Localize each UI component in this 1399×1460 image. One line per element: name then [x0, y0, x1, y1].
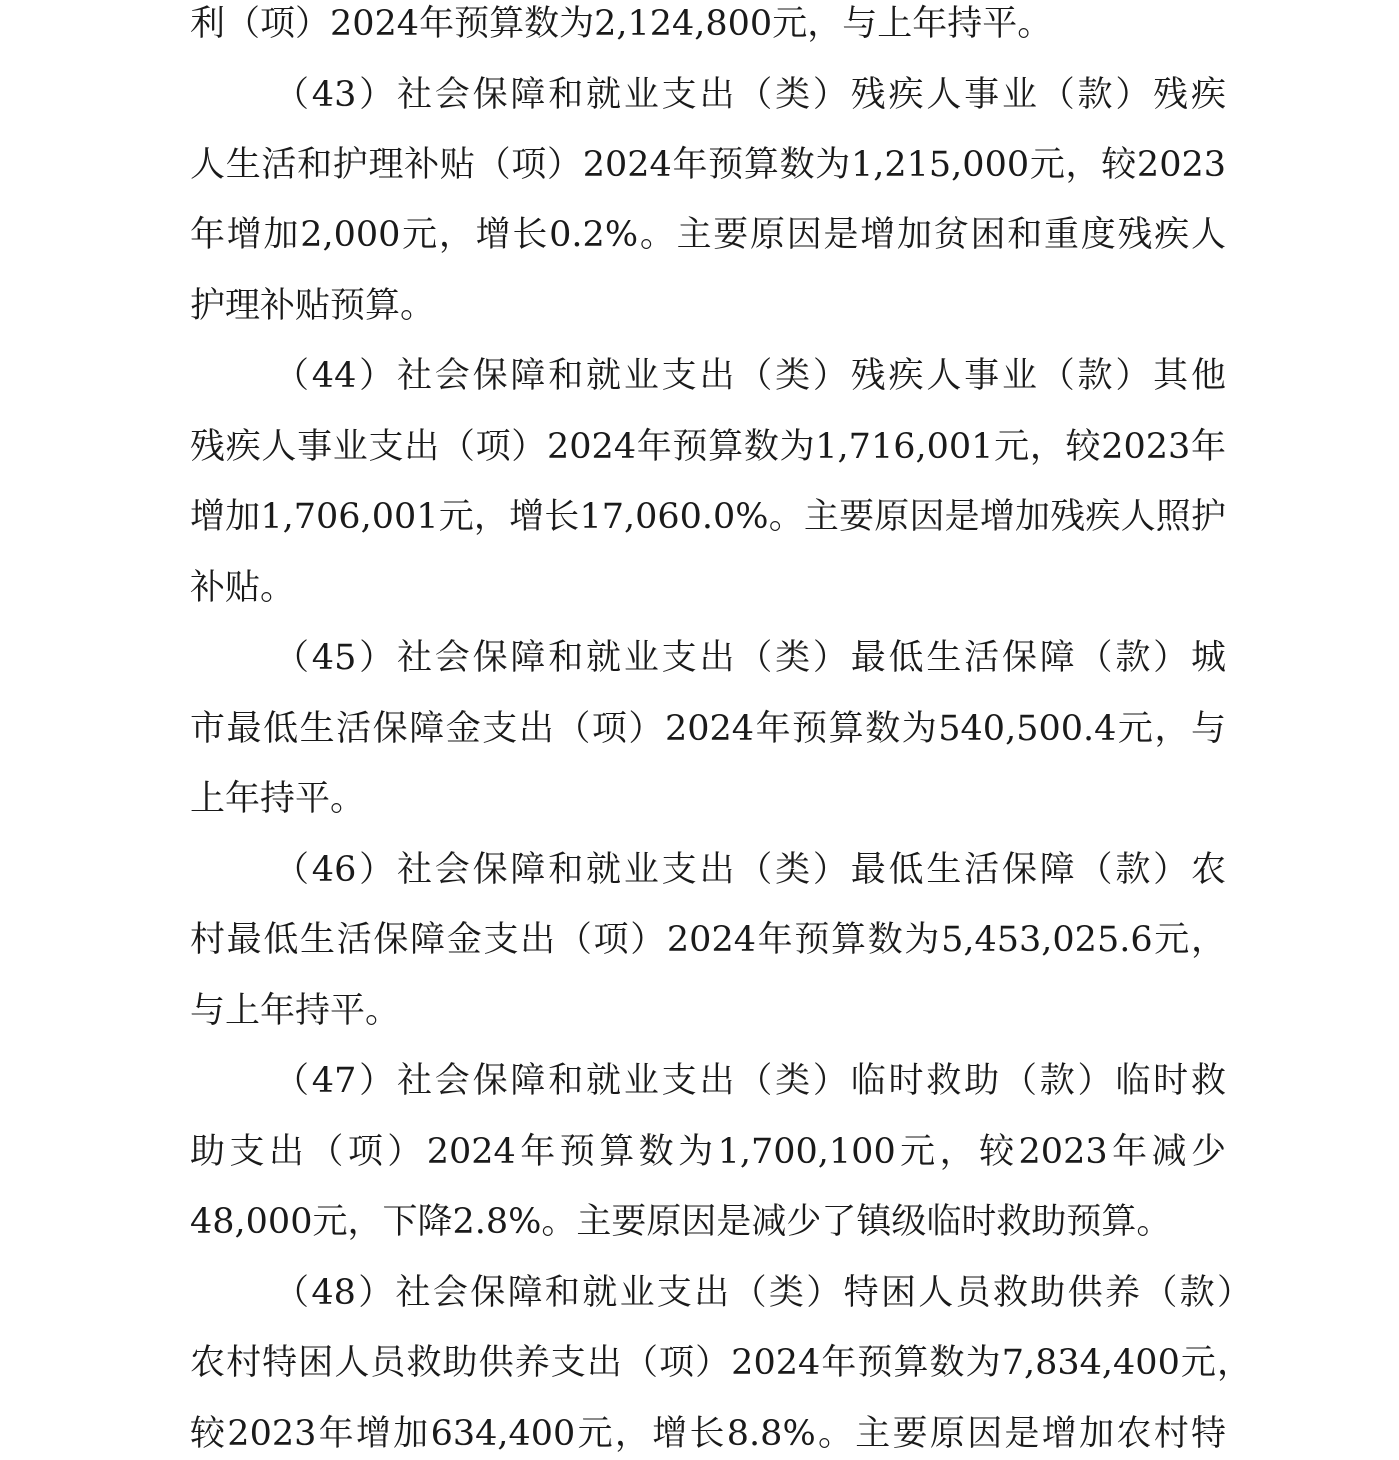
text-line: 人生活和护理补贴（项）2024年预算数为1,215,000元，较2023	[190, 145, 1226, 185]
paragraph-44-heading-line: （44）社会保障和就业支出（类）残疾人事业（款）其他	[274, 356, 1226, 396]
text-line: 农村特困人员救助供养支出（项）2024年预算数为7,834,400元，	[190, 1343, 1252, 1383]
paragraph-45-heading-line: （45）社会保障和就业支出（类）最低生活保障（款）城	[274, 638, 1226, 678]
text-line: 利（项）2024年预算数为2,124,800元，与上年持平。	[190, 4, 1053, 44]
text-line: 48,000元，下降2.8%。主要原因是减少了镇级临时救助预算。	[190, 1202, 1172, 1242]
text-line: 年增加2,000元，增长0.2%。主要原因是增加贫困和重度残疾人	[190, 215, 1226, 255]
paragraph-48-heading-line: （48）社会保障和就业支出（类）特困人员救助供养（款）	[274, 1273, 1252, 1313]
text-line: 较2023年增加634,400元，增长8.8%。主要原因是增加农村特	[190, 1414, 1226, 1454]
paragraph-47-heading-line: （47）社会保障和就业支出（类）临时救助（款）临时救	[274, 1061, 1226, 1101]
text-line: 与上年持平。	[190, 991, 401, 1031]
paragraph-43-heading-line: （43）社会保障和就业支出（类）残疾人事业（款）残疾	[274, 75, 1226, 115]
text-line: 增加1,706,001元，增长17,060.0%。主要原因是增加残疾人照护	[190, 497, 1226, 537]
text-line: 助支出（项）2024年预算数为1,700,100元，较2023年减少	[190, 1132, 1226, 1172]
text-line: 上年持平。	[190, 779, 366, 819]
text-line: 残疾人事业支出（项）2024年预算数为1,716,001元，较2023年	[190, 427, 1226, 467]
text-line: 补贴。	[190, 568, 296, 608]
text-line: 村最低生活保障金支出（项）2024年预算数为5,453,025.6元，	[190, 920, 1226, 960]
text-line: 护理补贴预算。	[190, 286, 436, 326]
paragraph-46-heading-line: （46）社会保障和就业支出（类）最低生活保障（款）农	[274, 850, 1226, 890]
text-line: 市最低生活保障金支出（项）2024年预算数为540,500.4元，与	[190, 709, 1226, 749]
